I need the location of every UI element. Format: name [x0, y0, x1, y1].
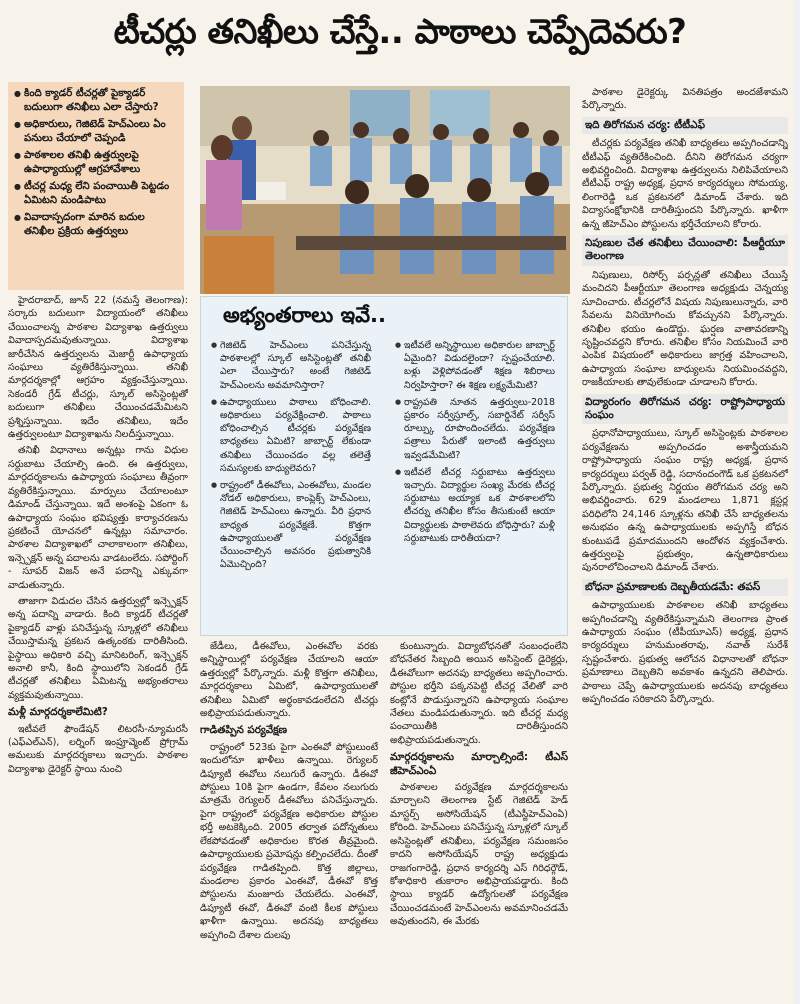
objections-left-column [211, 339, 371, 575]
highlights-list [14, 87, 178, 239]
subheading: విద్యారంగం తిరోగమన చర్య: రాష్ట్రోపాధ్యాయ సంఘం [582, 394, 788, 425]
column-4 [582, 86, 788, 1000]
column-2 [200, 640, 378, 1000]
paragraph: తాజాగా విడుదల చేసిన ఉత్తర్వుల్లో ఇన్స్పెక్షన్ అన్న పదాన్ని వాడారు. కింది క్యాడర్ టీచర్లతో పైక్యాడర్ వాళ్లు పనిచేస్తున్న స్కూళ్లలో తనిఖీలు చేయిస్తామన్న ప్రకటన ఉత్కంఠకు దారితీసింది. పైస్థాయి అధికారి వచ్చి మానిటరింగ్, ఇన్స్పెక్షన్ అనాలి కానీ, కింది స్థాయిలోని సెకండరీ గ్రేడ్ టీచర్లతో తనిఖీలు ఏమిటన్న అభ్యంతరాలు వ్యక్తమవుతున్నాయి. [8, 595, 188, 701]
objections-right-column [395, 339, 555, 549]
subheading: మార్గదర్శకాలను మార్చాల్సిందే: టీఎస్ జీహెచ్ఎంఏ [390, 751, 568, 777]
paragraph: కుంటున్నారు. విద్యాబోధనతో సంబంధంలేని బోధనేతర సిబ్బంది అయిన అసిస్టెంట్ డైరెక్టర్లు, డీఈవోలుగా అదనపు బాధ్యతలు అప్పగించారు. పోస్టుల భర్తీని పక్కనపెట్టి టీచర్ల వేలితో వారి కంట్లోనే పొడుస్తున్నారని ఉపాధ్యాయ సంఘాల నేతలు మండిపడుతున్నారు. ఇది టీచర్ల మధ్య పంచాయితీకి దారితీస్తుందని అభిప్రాయపడుతున్నారు. [390, 641, 568, 746]
paragraph: పాఠశాలల పర్యవేక్షణ మార్గదర్శకాలను మార్చాలని తెలంగాణ స్టేట్ గెజిటెడ్ హెడ్ మాస్టర్స్ అసోసియేషన్ (టీఎస్జీహెచ్ఎంఏ) కోరింది. హెచ్ఎంలు పనిచేస్తున్న స్కూళ్లలో స్కూల్ అసిస్టెంట్లతో తనిఖీలు, పర్యవేక్షణ సమంజసం కాదని అసోసియేషన్ రాష్ట్ర అధ్యక్షుడు రాజగంగారెడ్డి, ప్రధాన కార్యదర్శి ఎస్ గిరిధర్గౌడ్, కోశాధికారి తుకారాం అభిప్రాయపడ్డారు. కింది స్థాయి క్యాడర్ ఉద్యోగులతో పర్యవేక్షణ చేయించడమంటే హెచ్ఎంలను అవమానించడమే అవుతుందని, ఈ మేరకు [390, 782, 568, 928]
column-3 [390, 640, 568, 1000]
objection-item: ● ఇటీవలే టీచర్ల సర్దుబాటు ఉత్తర్వులు ఇచ్చారు. విద్యార్థుల సంఖ్య మేరకు టీచర్ల సర్దుబాటు అయ్యాక ఒక పాఠశాలలోని టీచర్ను తనిఖీల కోసం తీసుకుంటే ఆయా విద్యార్థులకు పాఠాలెవరు బోధిస్తారు? మళ్లీ సర్దుబాటుకు దారితీయదా? [395, 466, 555, 545]
objections-box [200, 296, 568, 636]
paragraph: తనిఖీ విధానాలు అన్నట్లు గాను విధుల సర్దుబాటు చేయాల్సి ఉంది. ఈ ఉత్తర్వులు, మార్గదర్శకాలను ఉపాధ్యాయ సంఘాలు తీవ్రంగా వ్యతిరేకిస్తున్నాయి. మార్పులు చేయాలంటూ డిమాండ్ చేస్తున్నాయి. ఇదే అంశంపై ఏకంగా ఓ ఉపాధ్యాయ సంఘం భవిష్యత్తు కార్యాచరణను ప్రకటించే యోచనలో ఉన్నట్లు సమాచారం. పాఠశాల విద్యాశాఖలో చాలాకాలంగా తనిఖీలు, ఇన్స్పెక్షన్ అన్న పదాలను వాడటంలేదు. సపోర్టింగ్ - సూపర్ విజన్ అనే పదాన్ని ఎక్కువగా వాడుతున్నారు. [8, 445, 188, 591]
paragraph: రాష్ట్రంలో 523కు పైగా ఎంఈవో పోస్టులుంటే ఇందులోనూ ఖాళీలు ఉన్నాయి. రెగ్యులర్ డిప్యూటీ ఈవోలు నలుగురే ఉన్నారు. డీఈవో పోస్టులు 10కి పైగా ఉండగా, కేవలం నలుగురు మాత్రమే రెగ్యులర్ డీఈవోలు పనిచేస్తున్నారు. పైగా రాష్ట్రంలో పర్యవేక్షణ అధికారుల పోస్టుల భర్తీ అటకెక్కింది. 2005 తర్వాత పదోన్నతులు లేకపోవడంతో అధికారుల కొరత తీవ్రమైంది. ఉపాధ్యాయులకు ప్రమోషన్లు కల్పించలేదు. దీంతో పర్యవేక్షణ గాడితప్పింది. కొత్త జిల్లాలు, మండలాల ప్రకారం ఎంఈవో, డీఈవో కొత్త పోస్టులను మంజూరు చేయలేదు. ఎంఈవో, డిప్యూటీ ఈవో, డీఈవో వంటి కీలక పోస్టులు ఖాళీగా ఉన్నాయి. అదనపు బాధ్యతలు అప్పగించి దేశాల దులపు [200, 741, 378, 941]
paragraph: ఇటీవలే ఫౌండేషన్ లిటరసీ-న్యూమరసీ (ఎఫ్ఎల్ఎన్), లర్నింగ్ ఇంప్రూవ్మెంట్ ప్రోగ్రామ్ అమలుకు మార్గదర్శకాలు ఇచ్చారు. పాఠశాల విద్యాశాఖ డైరెక్టర్ స్థాయి నుంచి [8, 723, 188, 775]
page-edge [794, 0, 800, 1004]
highlight-item: ● పాఠశాలల తనిఖీ ఉత్తర్వులపై ఉపాధ్యాయుల్లో ఆగ్రహావేశాలు [14, 149, 178, 177]
objection-item: ● రాష్ట్రపతి నూతన ఉత్తర్వులు-2018 ప్రకారం సర్వీస్రూల్స్, సబార్డినేట్ సర్వీస్ రూల్స్కు రూపొందించలేదు. పర్యవేక్షణ పత్రాలు పేరుతో ఇలాంటి ఉత్తర్వులు ఇవ్వడమేమిటి? [395, 396, 555, 462]
subheading: బోధనా ప్రమాణాలకు దెబ్బతీయడమే: తపస్ [582, 579, 788, 596]
headline: టీచర్లు తనిఖీలు చేస్తే.. పాఠాలు చెప్పేదెవరు? [113, 12, 687, 52]
subheading: మళ్లీ మార్గదర్శకాలేమిటి? [8, 706, 108, 719]
paragraph: నిపుణులు, రిసోర్స్ పర్సన్లతో తనిఖీలు చేయిస్తే మంచిదని పీఆర్టీయూ తెలంగాణ అధ్యక్షుడు చెన్నయ్య సూచించారు. టీచర్లలోనే విషయ నిపుణులున్నారు, వారి సేవలను వినియోగించు కోవచ్చునని పేర్కొన్నారు. తనిఖీల భయం ఉండొద్దు. ఘర్షణ వాతావరణాన్ని సృష్టించవద్దని కోరారు. తనిఖీల కోసం నియమించే వారి ఎంపిక విషయంలో అధికారులు జాగ్రత్త వహించాలని, ఉపాధ్యాయ సంఘాల బాధ్యులను నియమించవద్దని, రాజకీయాలకు తావులేకుండా చూడాలని కోరారు. [582, 269, 788, 389]
highlight-item: ● అధికారులు, గెజిటెడ్ హెచ్ఎంలు ఏం పనులు చేయాలో చెప్పండి [14, 118, 178, 146]
classroom-photo [200, 86, 570, 294]
subheading: నిపుణుల చేత తనిఖీలు చేయించాలి: పీఆర్టీయూ తెలంగాణ [582, 235, 788, 266]
paragraph: ప్రధానోపాధ్యాయులు, స్కూల్ అసిస్టెంట్లకు పాఠశాలల పర్యవేక్షణను అప్పగించడం అశాస్త్రీయమని రాష్ట్రోపాధ్యాయ సంఘం రాష్ట్ర అధ్యక్ష, ప్రధాన కార్యదర్శులు పర్వత్ రెడ్డి, సదానందంగౌడ్ ఒక ప్రకటనలో పేర్కొన్నారు. ప్రభుత్వ నిర్ణయం తిరోగమన చర్య అని అభివర్ణించారు. 629 మండలాలు 1,871 క్లస్టర్ల పరిధిలోని 24,146 స్కూళ్లను తనిఖీ చేసే బాధ్యతలను అనుభవం ఉన్న ఉపాధ్యాయులకు అప్పగిస్తే బోధన కుంటుపడే ప్రమాదముందని ఆందోళన వ్యక్తంచేశారు. ఉత్తర్వులపై ప్రభుత్వం, ఉన్నతాధికారులు పునరాలోచించాలని డిమాండ్ చేశారు. [582, 428, 788, 574]
objection-item: ● రాష్ట్రంలో డీఈవోలు, ఎంఈవోలు, మండల నోడల్ అధికారులు, కాంప్లెక్స్ హెచ్ఎంలు, గెజిటెడ్ హెచ్ఎంలు ఉన్నారు. వీరి ప్రధాన బాధ్యత పర్యవేక్షణే. కొత్తగా ఉపాధ్యాయులతో పర్యవేక్షణ చేయించాల్సిన అవసరం ప్రభుత్వానికి ఏమొచ్చింది? [211, 479, 371, 571]
box-title: అభ్యంతరాలు ఇవే.. [223, 303, 386, 327]
paragraph: జేడీలు, డీఈవోలు, ఎంఈవోల వరకు అన్నిస్థాయిల్లో పర్యవేక్షణ చేయాలని ఆయా ఉత్తర్వుల్లో పేర్కొన్నారు. మళ్లీ కొత్తగా తనిఖీలు, మార్గదర్శకాలు ఏమిటో, ఉపాధ్యాయులతో తనిఖీలు ఏమిటో అర్థంకావడంలేదని టీచర్లు అభిప్రాయపడుతున్నారు. [200, 641, 378, 720]
highlight-item: ● కింది క్యాడర్ టీచర్లతో పైక్యాడర్ బదులుగా తనిఖీలు ఎలా చేస్తారు? [14, 87, 178, 115]
paragraph: పాఠశాల డైరెక్టర్కు వినతిపత్రం అందజేశామని పేర్కొన్నారు. [582, 87, 788, 112]
highlight-item: ● వివాదాస్పదంగా మారిన బదుల తనిఖీల ప్రక్రియ ఉత్తర్వులు [14, 211, 178, 239]
highlights-box [8, 82, 184, 290]
subheading: ఇది తిరోగమన చర్య: టీటీఎఫ్ [582, 117, 788, 134]
paragraph: హైదరాబాద్, జూన్ 22 (నమస్తే తెలంగాణ): సర్కారు బదులుగా విద్యాయంలో తనిఖీలు చేయించాలన్న పాఠశాల విద్యాశాఖ ఉత్తర్వులు వివాదాస్పదమవుతున్నాయి. విద్యాశాఖ జారీచేసిన ఉత్తర్వులను మెజార్టీ ఉపాధ్యాయ సంఘాలు వ్యతిరేకిస్తున్నాయి. తనిఖీ మార్గదర్శకాల్లో ఆగ్రహం వ్యక్తంచేస్తున్నాయి. సెకండరీ గ్రేడ్ టీచర్లు, స్కూల్ అసిస్టెంట్లతో బదులుగా తనిఖీలు చేయించడమేమిటని ప్రశ్నిస్తున్నాయి. ఇదేం తనిఖీలు, ఇదేం ఉత్తర్వులంటూ విద్యాశాఖను నిలదీస్తున్నాయి. [8, 295, 188, 441]
objection-item: ● గెజిటెడ్ హెచ్ఎంలు పనిచేస్తున్న పాఠశాలల్లో స్కూల్ అసిస్టెంట్లతో తనిఖీ ఎలా చేయిస్తారు? అంటే గెజిటెడ్ హెచ్ఎంలను అవమానిస్తారా? [211, 339, 371, 392]
column-1 [8, 294, 188, 1000]
subheading: గాడితప్పిన పర్యవేక్షణ [200, 724, 288, 737]
highlight-item: ● టీచర్ల మధ్య లేని పంచాయితీ పెట్టడం ఏమిటని మండిపాటు [14, 180, 178, 208]
paragraph: టీచర్లకు పర్యవేక్షణ తనిఖీ బాధ్యతలు అప్పగించడాన్ని టీటీఎఫ్ వ్యతిరేకించింది. దీనిని తిరోగమన చర్యగా అభివర్ణించింది. విద్యాశాఖ ఉత్తర్వులను నిలిపివేయాలని టీటీఎఫ్ రాష్ట్ర అధ్యక్ష, ప్రధాన కార్యదర్శులు సోమయ్య, లింగారెడ్డి ఒక ప్రకటనలో డిమాండ్ చేశారు. ఇది విద్యాసంక్షోభానికి దారితీస్తుందని పేర్కొన్నారు. ఖాళీగా ఉన్న జీహెచ్ఎం పోస్టులను భర్తీచేయాలని కోరారు. [582, 138, 788, 230]
objection-item: ● ఉపాధ్యాయులు పాఠాలు బోధించాలి. అధికారులు పర్యవేక్షించాలి. పాఠాలు బోధించాల్సిన టీచర్లకు పర్యవేక్షణ బాధ్యతలు ఏమిటి? జాబ్చార్ట్ లేకుండా తనిఖీలు చేయించడం వల్ల తలెత్తే సమస్యలకు బాధ్యులెవరు? [211, 396, 371, 475]
objection-item: ● ఇటీవలే అన్నిస్థాయిల అధికారుల జాబ్చార్ట్ ఏమైంది? విడుదలైందా? స్పష్టంచేయాలి. బళ్లు వెళ్లిపోవడంతో శిక్షణ శిబిరాలు నిర్వహిస్తారా? ఈ శిక్షణ లక్ష్యమేమిటి? [395, 339, 555, 392]
paragraph: ఉపాధ్యాయులకు పాఠశాలల తనిఖీ బాధ్యతలు అప్పగించడాన్ని వ్యతిరేకిస్తున్నామని తెలంగాణ ప్రాంత ఉపాధ్యాయ సంఘం (టీపీయూఎస్) అధ్యక్ష, ప్రధాన కార్యదర్శులు హనుమంతరావు, నవాత్ సురేశ్ స్పష్టంచేశారు. ప్రభుత్వ ఆలోచన విధానాలతో బోధనా ప్రమాణాలు దెబ్బతిని అవకాశం ఉన్నదని తెలిపారు. పాఠాలు చెప్పే ఉపాధ్యాయులకు అదనపు బాధ్యతలు అప్పగించడం సరికాదని పేర్కొన్నారు. [582, 600, 788, 706]
